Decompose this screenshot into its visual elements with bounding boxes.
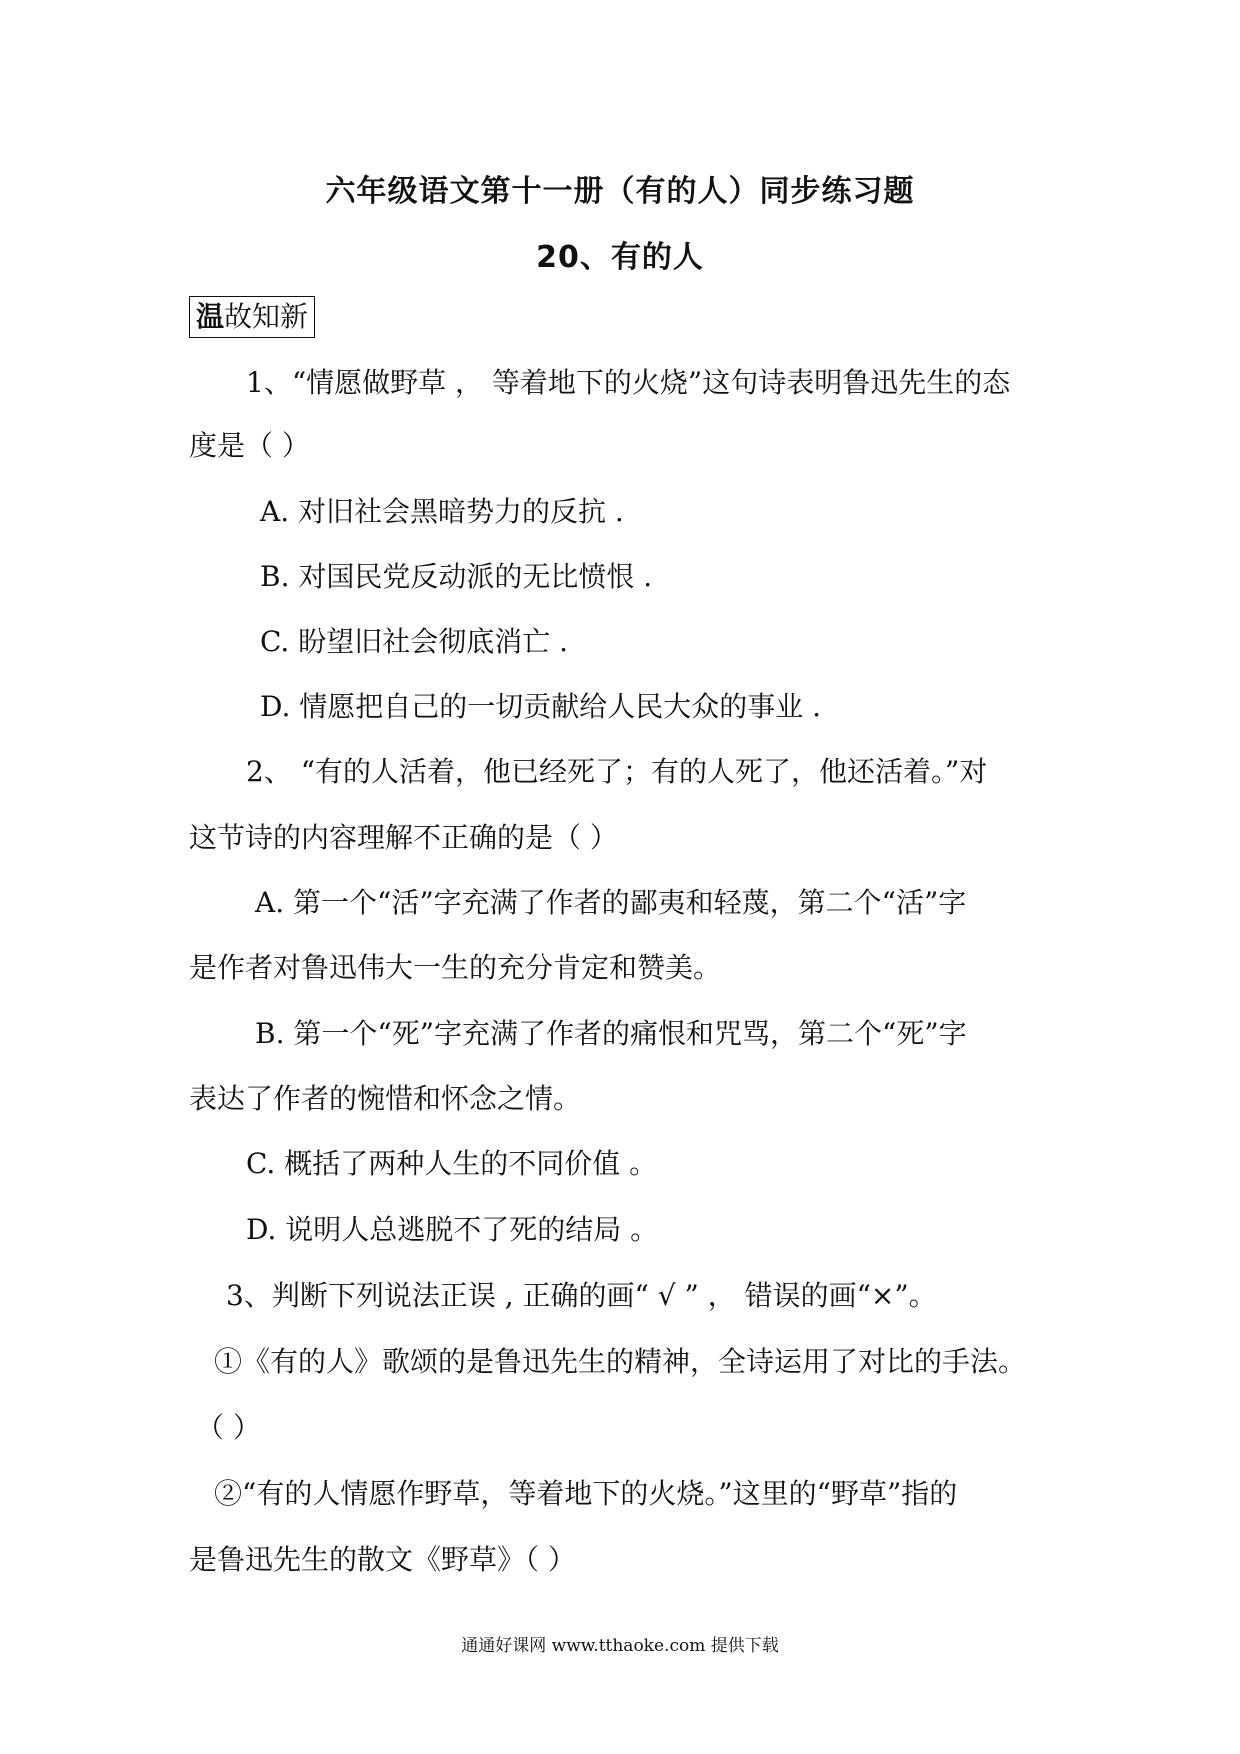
q3-stem: 3、判断下列说法正误 , 正确的画“ √ ” ， 错误的画“×”。 — [226, 1279, 937, 1312]
q1-stem-line2: 度是（ ） — [189, 429, 310, 462]
q3-item2-line2: 是鲁迅先生的散文《野草》（ ） — [189, 1543, 576, 1576]
q1-stem-line1: 1、“情愿做野草 ， 等着地下的火烧”这句诗表明鲁迅先生的态 — [246, 366, 1011, 399]
q2-option-a-line1: A. 第一个“活”字充满了作者的鄙夷和轻蔑，第二个“活”字 — [255, 886, 967, 919]
q2-stem-line2: 这节诗的内容理解不正确的是（ ） — [189, 821, 618, 854]
q2-option-a-line2: 是作者对鲁迅伟大一生的充分肯定和赞美。 — [189, 951, 722, 984]
q3-item1-line1: ①《有的人》歌颂的是鲁迅先生的精神，全诗运用了对比的手法。 — [214, 1345, 1027, 1378]
q2-option-c: C. 概括了两种人生的不同价值 。 — [246, 1147, 658, 1180]
q1-option-c: C. 盼望旧社会彻底消亡 . — [260, 625, 569, 658]
section-heading-rest: 故知新 — [224, 300, 309, 333]
q2-option-b-line1: B. 第一个“死”字充满了作者的痛恨和咒骂，第二个“死”字 — [255, 1017, 967, 1050]
q2-stem-line1: 2、 “有的人活着，他已经死了；有的人死了，他还活着。”对 — [246, 755, 988, 788]
q2-option-b-line2: 表达了作者的惋惜和怀念之情。 — [189, 1082, 582, 1115]
section-heading — [189, 296, 315, 338]
q1-option-d: D. 情愿把自己的一切贡献给人民大众的事业 . — [260, 690, 822, 723]
q3-item2-line1: ②“有的人情愿作野草，等着地下的火烧。”这里的“野草”指的 — [214, 1477, 958, 1510]
lesson-title: 20、有的人 — [536, 240, 704, 275]
document-title: 六年级语文第十一册（有的人）同步练习题 — [325, 174, 915, 209]
q3-item1-line2: （ ） — [196, 1411, 261, 1444]
q1-option-b: B. 对国民党反动派的无比愤恨 . — [260, 560, 653, 593]
q1-option-a: A. 对旧社会黑暗势力的反抗 . — [260, 495, 624, 528]
page-footer: 通通好课网 www.tthaoke.com 提供下载 — [461, 1636, 779, 1656]
section-heading-first-char: 温 — [196, 300, 225, 333]
q2-option-d: D. 说明人总逃脱不了死的结局 。 — [246, 1213, 659, 1246]
